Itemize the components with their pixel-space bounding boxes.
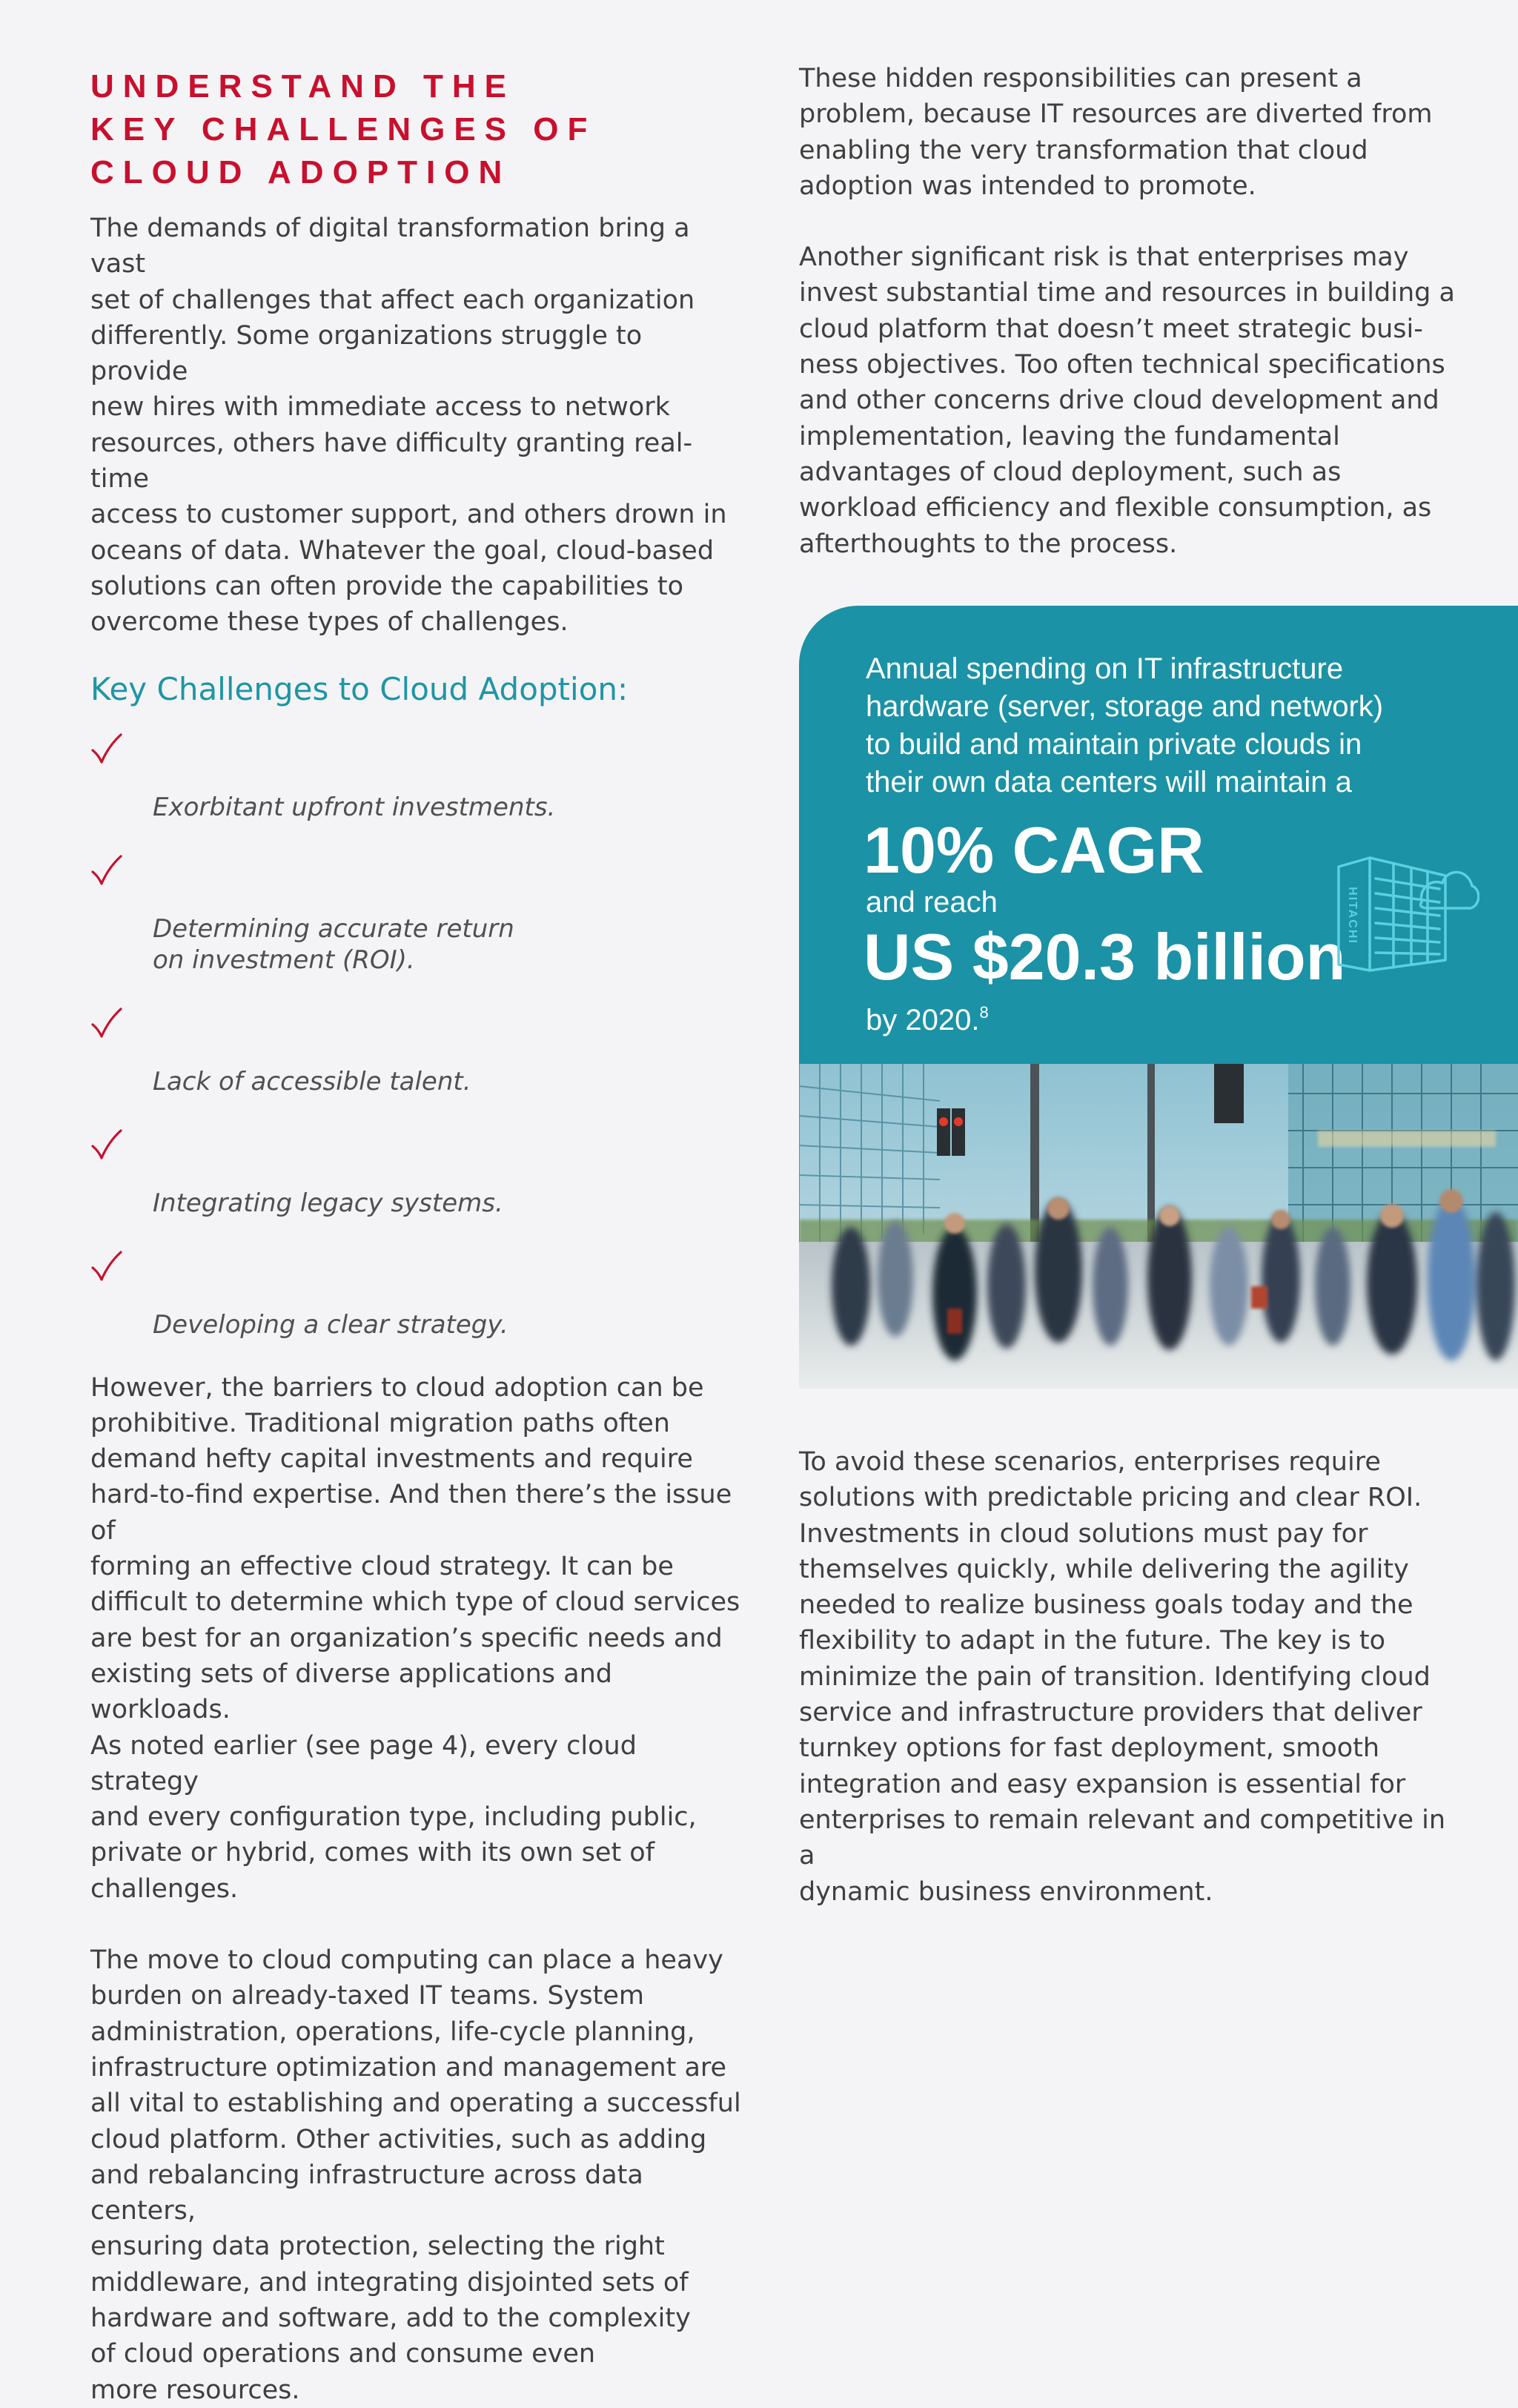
- hidden-responsibilities-paragraph: These hidden responsibilities can present a problem, because IT resources are diverted from enabling the very transformation that cloud adoption was intended to promote.: [799, 64, 1433, 201]
- checkmark-icon: [90, 1007, 123, 1039]
- barriers-paragraph: However, the barriers to cloud adoption can be prohibitive. Traditional migration paths often demand hefty capital investments and require hard-to-find expertise. And then there’s the issue of forming an effective cloud strategy. It can be difficult to determine which type of cloud services are best for an organization’s specific needs and existing sets of diverse applications and workloads. As noted earlier (see page 4), every cloud strategy and every configuration type, including public, private or hybrid, comes with its own set of challenges.: [90, 1372, 740, 1904]
- stat-amount: US $20.3 billion: [864, 920, 1346, 993]
- it-burden-paragraph: The move to cloud computing can place a heavy burden on already-taxed IT teams. System administration, operations, life-cycle planning, infrastructure optimization and management are all vital to establishing and operating a successful cloud platform. Other activities, such as adding and rebalancing infrastructure across data centers, ensuring data protection, selecting the right middleware, and integrating disjointed sets of hardware and software, add to the complexity of cloud operations and consume even more resources.: [90, 1945, 741, 2405]
- challenge-text: Exorbitant upfront investments.: [153, 792, 556, 822]
- solutions-paragraph: To avoid these scenarios, enterprises require solutions with predictable pricing and clear ROI. Investments in cloud solutions must pay for themselves quickly, while delivering the agility needed to realize business goals today and the flexibility to adapt in the future. The key is to minimize the pain of transition. Identifying cloud service and infrastructure providers that deliver turnkey options for fast deployment, smooth integration and easy expansion is essential for enterprises to remain relevant and competitive in a dynamic business environment.: [799, 1447, 1446, 1907]
- stat-callout: [799, 606, 1518, 1064]
- left-column: [90, 65, 743, 2408]
- stat-year-text: by 2020.: [866, 1004, 980, 1036]
- right-column-bottom: [799, 1444, 1466, 1910]
- checkmark-icon: [90, 1250, 123, 1283]
- challenges-subheading: Key Challenges to Cloud Adoption:: [90, 670, 629, 707]
- people-walking-image: [799, 1064, 1518, 1389]
- heading-line-1: UNDERSTAND THE: [90, 68, 515, 105]
- stat-cagr: 10% CAGR: [864, 813, 1204, 887]
- checkmark-icon: [90, 854, 123, 887]
- checkmark-icon: [90, 1128, 123, 1161]
- hitachi-label: HITACHI: [1346, 887, 1359, 945]
- right-column-top: [799, 61, 1466, 562]
- footnote-marker: 8: [979, 1003, 989, 1022]
- challenge-item: [90, 730, 743, 823]
- challenges-list: [90, 730, 743, 1340]
- stat-intro-text: Annual spending on IT infrastructure hardware (server, storage and network) to build and maintain private clouds in their own data centers will maintain a: [866, 652, 1384, 798]
- heading-line-2: KEY CHALLENGES OF: [90, 111, 597, 148]
- stat-connector-text: and reach: [866, 886, 998, 919]
- challenge-text: Integrating legacy systems.: [153, 1188, 503, 1218]
- challenge-item: [90, 1247, 743, 1340]
- commuters-photo: [799, 1064, 1518, 1389]
- challenge-item: [90, 851, 743, 976]
- stat-year: [866, 994, 1474, 1039]
- challenge-text: Developing a clear strategy.: [153, 1309, 508, 1340]
- challenge-text: Lack of accessible talent.: [153, 1066, 471, 1096]
- challenge-text: Determining accurate return on investment (ROI).: [153, 913, 514, 975]
- challenge-item: [90, 1125, 743, 1219]
- heading-line-3: CLOUD ADOPTION: [90, 154, 511, 191]
- strategic-risk-paragraph: Another significant risk is that enterprises may invest substantial time and resources in building a cloud platform that doesn’t meet strategic busi- ness objectives. Too often technical specifications and other concerns drive cloud development and implementation, leaving the fundamental advantages of cloud deployment, such as workload efficiency and flexible consumption, as afterthoughts to the process.: [799, 242, 1455, 559]
- building-cloud-icon: [1334, 856, 1479, 978]
- challenge-item: [90, 1004, 743, 1097]
- checkmark-icon: [90, 732, 123, 765]
- section-heading: [90, 65, 743, 194]
- intro-paragraph: The demands of digital transformation bring a vast set of challenges that affect each organization differently. Some organizations struggle to provide new hires with immediate access to network resources, others have difficulty granting real-time access to customer support, and others drown in oceans of data. Whatever the goal, cloud-based solutions can often provide the capabilities to overcome these types of challenges.: [90, 214, 727, 638]
